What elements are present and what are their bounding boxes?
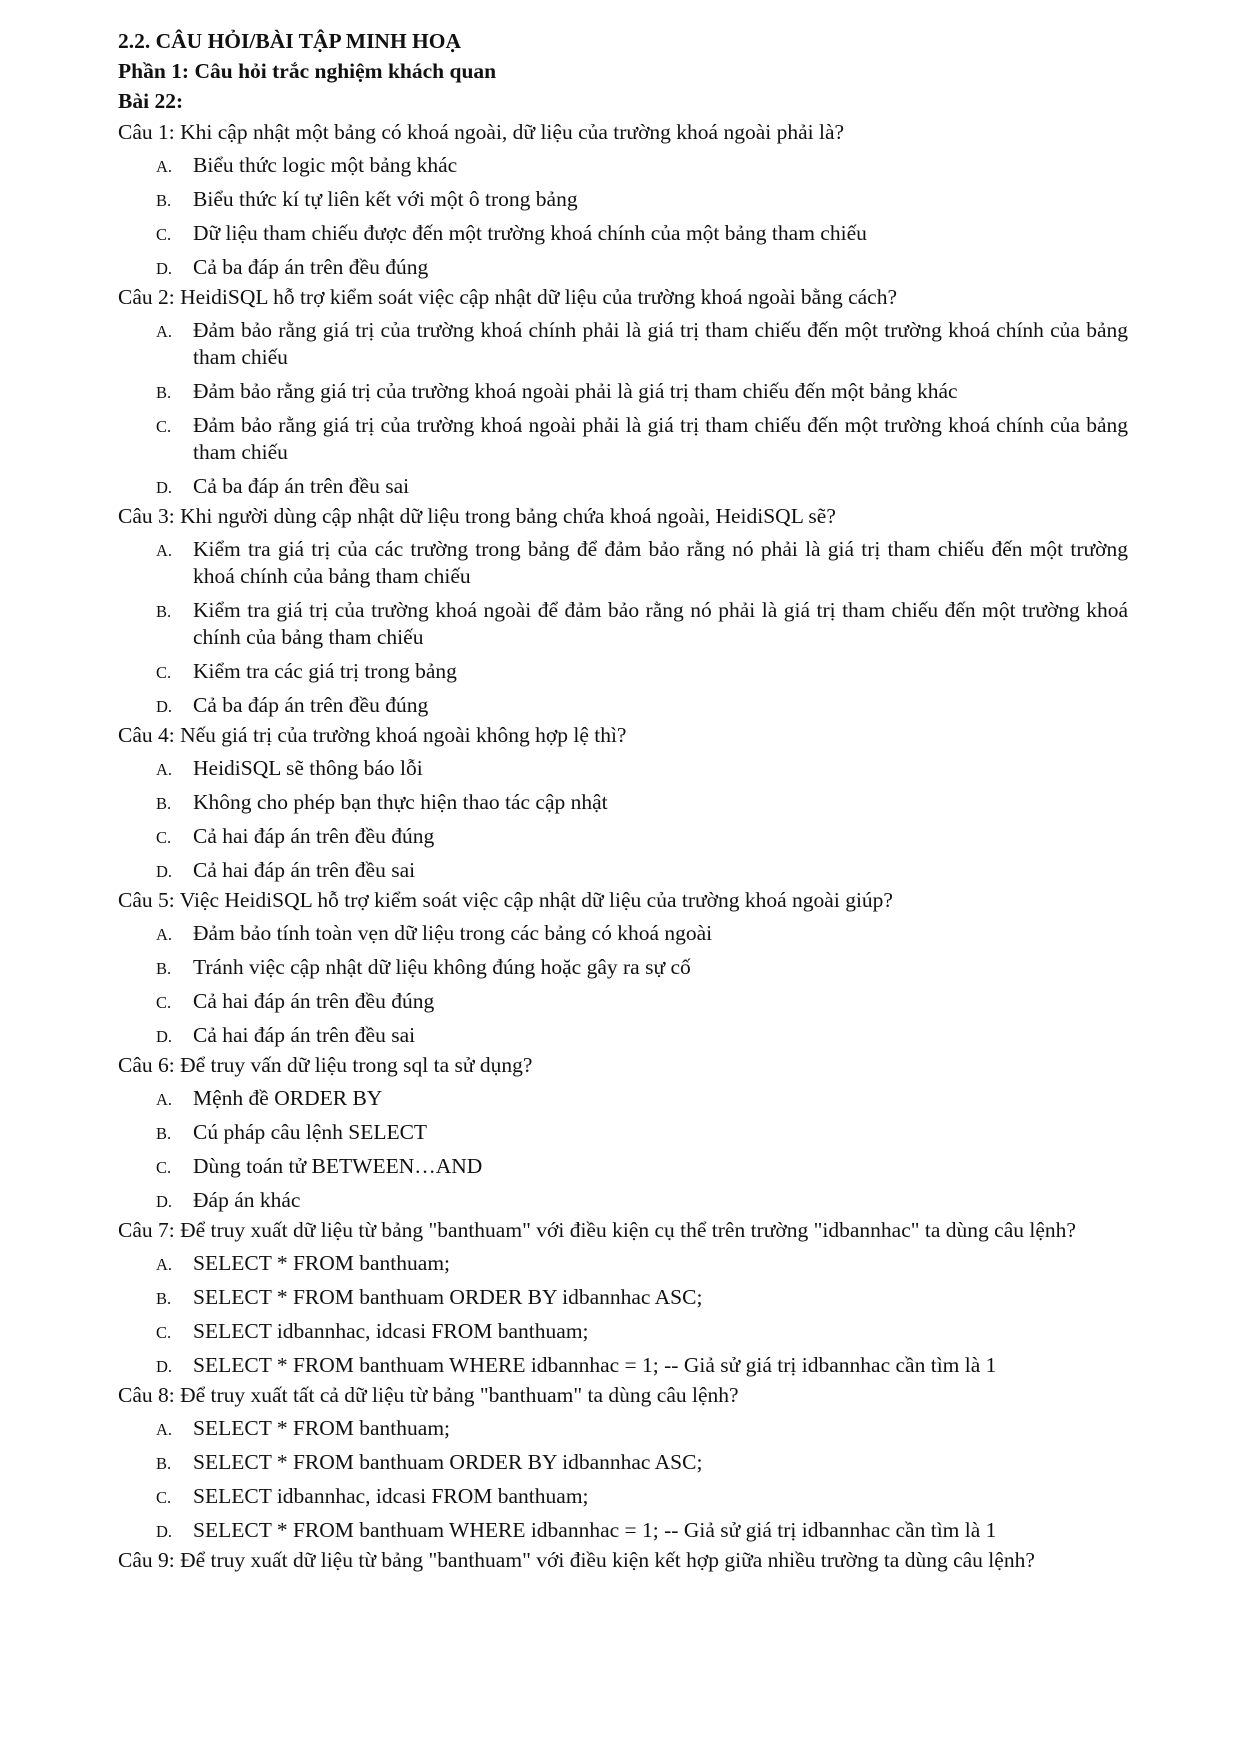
option-letter: C. xyxy=(156,663,172,682)
option-letter: B. xyxy=(156,602,172,621)
option-letter: B. xyxy=(156,1454,172,1473)
answer-option xyxy=(118,220,1128,247)
option-text: Cả ba đáp án trên đều sai xyxy=(193,474,410,498)
option-letter: C. xyxy=(156,1323,172,1342)
answer-option xyxy=(118,857,1128,884)
document-page xyxy=(118,26,1128,1574)
question-1: Câu 1: Khi cập nhật một bảng có khoá ngoài, dữ liệu của trường khoá ngoài phải là? xyxy=(118,120,845,144)
option-text: Đảm bảo rằng giá trị của trường khoá ngoài phải là giá trị tham chiếu đến một bảng khác xyxy=(193,379,958,403)
option-text: Biểu thức kí tự liên kết với một ô trong bảng xyxy=(193,187,578,211)
option-text: Đảm bảo tính toàn vẹn dữ liệu trong các bảng có khoá ngoài xyxy=(193,921,713,945)
answer-option xyxy=(118,1449,1128,1476)
option-letter: D. xyxy=(156,697,173,716)
answer-option xyxy=(118,1352,1128,1379)
answer-option xyxy=(118,254,1128,281)
question-8: Câu 8: Để truy xuất tất cả dữ liệu từ bảng "banthuam" ta dùng câu lệnh? xyxy=(118,1383,739,1407)
option-letter: B. xyxy=(156,191,172,210)
answer-option xyxy=(118,954,1128,981)
answer-option xyxy=(118,152,1128,179)
question-9: Câu 9: Để truy xuất dữ liệu từ bảng "banthuam" với điều kiện kết hợp giữa nhiều trường ta dùng câu lệnh? xyxy=(118,1548,1035,1572)
option-text: Cả hai đáp án trên đều sai xyxy=(193,1023,416,1047)
option-letter: D. xyxy=(156,259,173,278)
option-letter: D. xyxy=(156,1357,173,1376)
question-3: Câu 3: Khi người dùng cập nhật dữ liệu trong bảng chứa khoá ngoài, HeidiSQL sẽ? xyxy=(118,504,836,528)
question-6: Câu 6: Để truy vấn dữ liệu trong sql ta sử dụng? xyxy=(118,1053,533,1077)
option-text: Cả hai đáp án trên đều đúng xyxy=(193,989,435,1013)
option-letter: C. xyxy=(156,993,172,1012)
option-letter: B. xyxy=(156,1289,172,1308)
answer-option xyxy=(118,1250,1128,1277)
option-letter: A. xyxy=(156,1090,173,1109)
option-text: Tránh việc cập nhật dữ liệu không đúng hoặc gây ra sự cố xyxy=(193,955,691,979)
answer-option xyxy=(118,536,1128,590)
answer-option xyxy=(118,412,1128,466)
answer-option xyxy=(118,658,1128,685)
option-text: SELECT * FROM banthuam ORDER BY idbannhac ASC; xyxy=(193,1285,703,1309)
option-text: Dùng toán tử BETWEEN…AND xyxy=(193,1154,483,1178)
option-letter: B. xyxy=(156,383,172,402)
question-5: Câu 5: Việc HeidiSQL hỗ trợ kiểm soát việc cập nhật dữ liệu của trường khoá ngoài giúp? xyxy=(118,888,893,912)
answer-option xyxy=(118,1318,1128,1345)
option-text: SELECT idbannhac, idcasi FROM banthuam; xyxy=(193,1319,589,1343)
option-text: SELECT * FROM banthuam WHERE idbannhac = 1; -- Giả sử giá trị idbannhac cần tìm là 1 xyxy=(193,1518,997,1542)
answer-option xyxy=(118,1153,1128,1180)
answer-option xyxy=(118,378,1128,405)
lesson-title: Bài 22: xyxy=(118,89,184,113)
question-2: Câu 2: HeidiSQL hỗ trợ kiểm soát việc cập nhật dữ liệu của trường khoá ngoài bằng cách? xyxy=(118,285,898,309)
answer-option xyxy=(118,988,1128,1015)
answer-option xyxy=(118,1119,1128,1146)
option-letter: D. xyxy=(156,1027,173,1046)
answer-option xyxy=(118,920,1128,947)
option-letter: B. xyxy=(156,959,172,978)
option-letter: A. xyxy=(156,760,173,779)
option-text: Cả ba đáp án trên đều đúng xyxy=(193,255,429,279)
option-text: SELECT * FROM banthuam; xyxy=(193,1416,451,1440)
section-title: 2.2. CÂU HỎI/BÀI TẬP MINH HOẠ xyxy=(118,29,462,53)
question-4: Câu 4: Nếu giá trị của trường khoá ngoài không hợp lệ thì? xyxy=(118,723,627,747)
option-text: Kiểm tra các giá trị trong bảng xyxy=(193,659,457,683)
option-letter: C. xyxy=(156,417,172,436)
option-letter: D. xyxy=(156,478,173,497)
option-text: Cả hai đáp án trên đều sai xyxy=(193,858,416,882)
option-letter: B. xyxy=(156,794,172,813)
question-list xyxy=(118,119,1128,1574)
option-letter: A. xyxy=(156,925,173,944)
answer-option xyxy=(118,1187,1128,1214)
answer-option xyxy=(118,186,1128,213)
option-text: Kiểm tra giá trị của trường khoá ngoài để đảm bảo rằng nó phải là giá trị tham chiếu đến một trường khoá chính của bảng tham chiếu xyxy=(193,598,1128,649)
option-letter: A. xyxy=(156,322,173,341)
option-letter: A. xyxy=(156,1420,173,1439)
option-text: Đáp án khác xyxy=(193,1188,301,1212)
answer-option xyxy=(118,692,1128,719)
answer-option xyxy=(118,789,1128,816)
question-7: Câu 7: Để truy xuất dữ liệu từ bảng "banthuam" với điều kiện cụ thể trên trường "idbannhac" ta dùng câu lệnh? xyxy=(118,1218,1076,1242)
option-text: Kiểm tra giá trị của các trường trong bảng để đảm bảo rằng nó phải là giá trị tham chiếu đến một trường khoá chính của bảng tham chiếu xyxy=(193,537,1128,588)
option-letter: A. xyxy=(156,1255,173,1274)
option-letter: C. xyxy=(156,1488,172,1507)
option-text: Cả ba đáp án trên đều đúng xyxy=(193,693,429,717)
answer-option xyxy=(118,1483,1128,1510)
option-letter: D. xyxy=(156,1192,173,1211)
part-title: Phần 1: Câu hỏi trắc nghiệm khách quan xyxy=(118,59,497,83)
option-text: Biểu thức logic một bảng khác xyxy=(193,153,458,177)
option-text: SELECT idbannhac, idcasi FROM banthuam; xyxy=(193,1484,589,1508)
option-text: HeidiSQL sẽ thông báo lỗi xyxy=(193,756,423,780)
answer-option xyxy=(118,1415,1128,1442)
option-text: Đảm bảo rằng giá trị của trường khoá ngoài phải là giá trị tham chiếu đến một trường khoá chính của bảng tham chiếu xyxy=(193,413,1128,464)
option-text: Đảm bảo rằng giá trị của trường khoá chính phải là giá trị tham chiếu đến một trường khoá chính của bảng tham chiếu xyxy=(193,318,1128,369)
option-text: SELECT * FROM banthuam ORDER BY idbannhac ASC; xyxy=(193,1450,703,1474)
option-text: Mệnh đề ORDER BY xyxy=(193,1086,383,1110)
option-letter: C. xyxy=(156,1158,172,1177)
answer-option xyxy=(118,755,1128,782)
option-letter: B. xyxy=(156,1124,172,1143)
answer-option xyxy=(118,597,1128,651)
answer-option xyxy=(118,1517,1128,1544)
option-letter: C. xyxy=(156,225,172,244)
option-text: SELECT * FROM banthuam; xyxy=(193,1251,451,1275)
option-text: Dữ liệu tham chiếu được đến một trường khoá chính của một bảng tham chiếu xyxy=(193,221,867,245)
answer-option xyxy=(118,823,1128,850)
option-letter: D. xyxy=(156,862,173,881)
option-text: SELECT * FROM banthuam WHERE idbannhac = 1; -- Giả sử giá trị idbannhac cần tìm là 1 xyxy=(193,1353,997,1377)
answer-option xyxy=(118,317,1128,371)
option-text: Không cho phép bạn thực hiện thao tác cập nhật xyxy=(193,790,608,814)
option-text: Cú pháp câu lệnh SELECT xyxy=(193,1120,428,1144)
option-letter: D. xyxy=(156,1522,173,1541)
option-letter: A. xyxy=(156,541,173,560)
answer-option xyxy=(118,1085,1128,1112)
answer-option xyxy=(118,473,1128,500)
option-letter: C. xyxy=(156,828,172,847)
answer-option xyxy=(118,1022,1128,1049)
option-text: Cả hai đáp án trên đều đúng xyxy=(193,824,435,848)
answer-option xyxy=(118,1284,1128,1311)
option-letter: A. xyxy=(156,157,173,176)
